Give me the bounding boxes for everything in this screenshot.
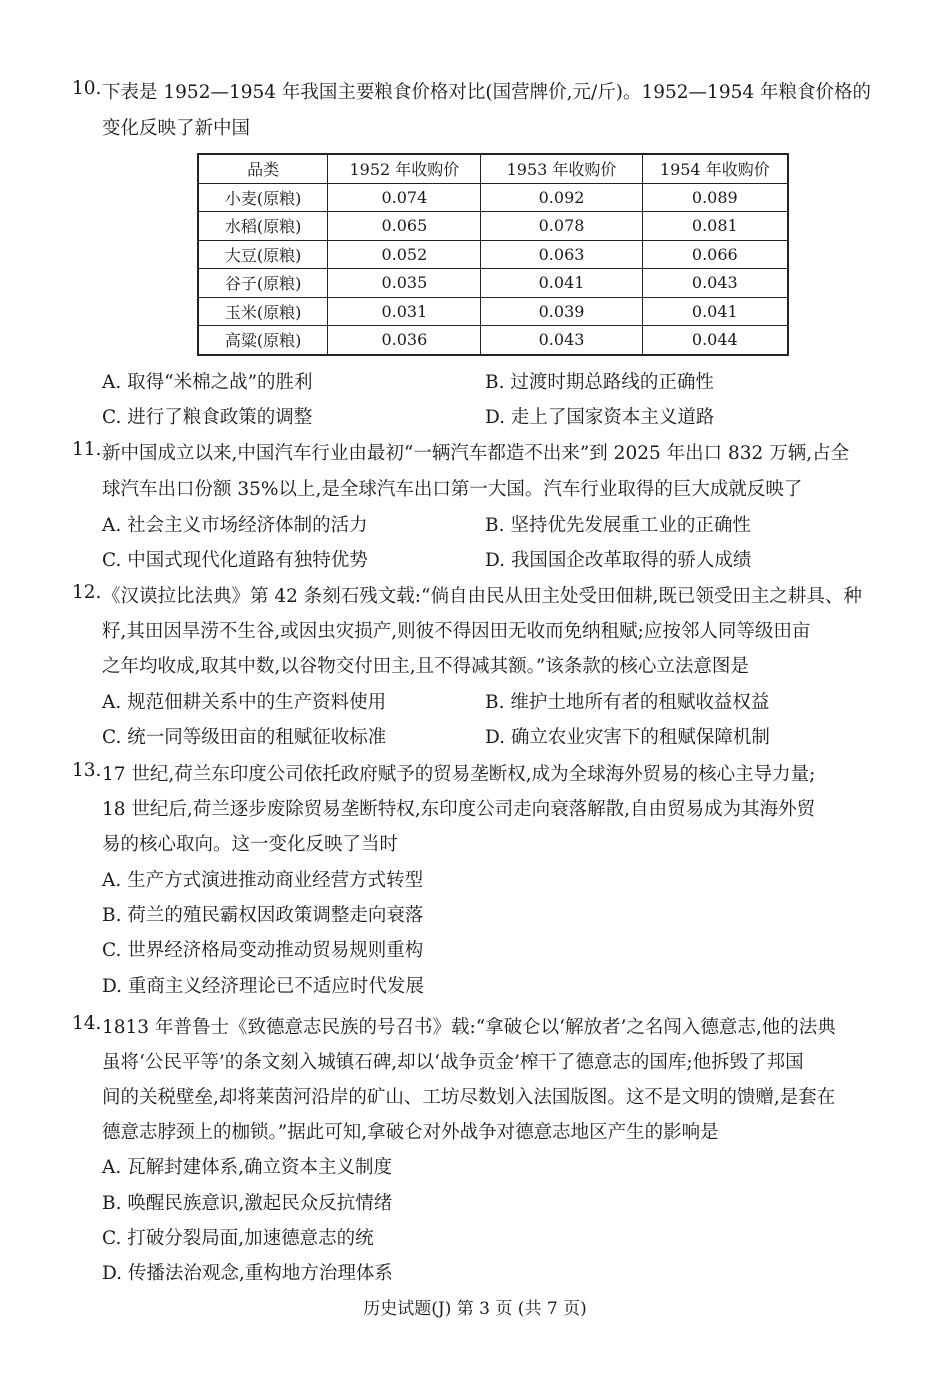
cell-1953: 0.092 (481, 183, 642, 212)
question-10-stem-line-2: 变化反映了新中国 (102, 118, 251, 139)
question-11-stem-line-2: 球汽车出口份额 35%以上,是全球汽车出口第一大国。汽车行业取得的巨大成就反映了 (102, 479, 803, 500)
table-row (198, 297, 788, 326)
q12-option-a: A. 规范佃耕关系中的生产资料使用 (102, 692, 387, 713)
q14-option-b: B. 唤醒民族意识,激起民众反抗情绪 (102, 1193, 393, 1214)
question-12-number: 12. (72, 582, 102, 603)
cell-1952: 0.052 (328, 240, 481, 269)
cell-1953: 0.039 (481, 297, 642, 326)
q14-option-a: A. 瓦解封建体系,确立资本主义制度 (102, 1157, 393, 1178)
question-12-stem-line-2: 籽,其田因旱涝不生谷,或因虫灾损产,则彼不得因田无收而免纳租赋;应按邻人同等级田亩 (102, 621, 811, 642)
cell-1954: 0.041 (642, 297, 788, 326)
question-10-number: 10. (72, 78, 102, 99)
q10-option-a: A. 取得“米棉之战”的胜利 (102, 372, 313, 393)
cell-category: 玉米(原粮) (198, 297, 328, 326)
q11-option-d: D. 我国国企改革取得的骄人成绩 (485, 550, 752, 571)
header-category: 品类 (198, 154, 328, 183)
question-11-stem-line-1: 新中国成立以来,中国汽车行业由最初“一辆汽车都造不出来”到 2025 年出口 832 万辆,占全 (102, 443, 850, 464)
question-13-stem-line-1: 17 世纪,荷兰东印度公司依托政府赋予的贸易垄断权,成为全球海外贸易的核心主导力量; (102, 764, 816, 785)
question-12-stem-line-1: 《汉谟拉比法典》第 42 条刻石残文载:“倘自由民从田主处受田佃耕,既已领受田主之耕具、种 (102, 586, 862, 607)
q11-option-a: A. 社会主义市场经济体制的活力 (102, 515, 368, 536)
header-1954: 1954 年收购价 (642, 154, 788, 183)
q12-option-b: B. 维护土地所有者的租赋收益权益 (485, 692, 770, 713)
question-14-stem-line-4: 德意志脖颈上的枷锁。”据此可知,拿破仑对外战争对德意志地区产生的影响是 (102, 1122, 719, 1143)
table-row (198, 183, 788, 212)
q13-option-b: B. 荷兰的殖民霸权因政策调整走向衰落 (102, 905, 424, 926)
question-13-number: 13. (72, 760, 102, 781)
cell-category: 谷子(原粮) (198, 269, 328, 298)
cell-1952: 0.074 (328, 183, 481, 212)
table-row (198, 269, 788, 298)
cell-1954: 0.066 (642, 240, 788, 269)
question-13-stem-line-2: 18 世纪后,荷兰逐步废除贸易垄断特权,东印度公司走向衰落解散,自由贸易成为其海外贸 (102, 799, 816, 820)
q13-option-d: D. 重商主义经济理论已不适应时代发展 (102, 976, 424, 997)
q12-option-c: C. 统一同等级田亩的租赋征收标准 (102, 727, 387, 748)
q11-option-c: C. 中国式现代化道路有独特优势 (102, 550, 368, 571)
q13-option-c: C. 世界经济格局变动推动贸易规则重构 (102, 940, 424, 961)
cell-category: 水稻(原粮) (198, 212, 328, 241)
table-row (198, 326, 788, 355)
cell-category: 大豆(原粮) (198, 240, 328, 269)
question-10-stem-line-1: 下表是 1952—1954 年我国主要粮食价格对比(国营牌价,元/斤)。1952—1954 年粮食价格的 (102, 82, 872, 103)
question-12-stem-line-3: 之年均收成,取其中数,以谷物交付田主,且不得减其额。”该条款的核心立法意图是 (102, 656, 749, 677)
header-1952: 1952 年收购价 (328, 154, 481, 183)
q12-option-d: D. 确立农业灾害下的租赋保障机制 (485, 727, 770, 748)
q10-option-b: B. 过渡时期总路线的正确性 (485, 372, 714, 393)
table-header-row (198, 154, 788, 183)
cell-1952: 0.065 (328, 212, 481, 241)
cell-1952: 0.035 (328, 269, 481, 298)
q13-option-a: A. 生产方式演进推动商业经营方式转型 (102, 870, 424, 891)
question-13-stem-line-3: 易的核心取向。这一变化反映了当时 (102, 834, 399, 855)
cell-1954: 0.081 (642, 212, 788, 241)
cell-1952: 0.036 (328, 326, 481, 355)
cell-1954: 0.089 (642, 183, 788, 212)
q11-option-b: B. 坚持优先发展重工业的正确性 (485, 515, 751, 536)
cell-1953: 0.041 (481, 269, 642, 298)
question-14-stem-line-2: 虽将‘公民平等’的条文刻入城镇石碑,却以‘战争贡金’榨干了德意志的国库;他拆毁了邦国 (102, 1052, 804, 1073)
table-row (198, 212, 788, 241)
question-11-number: 11. (72, 439, 102, 460)
cell-1953: 0.043 (481, 326, 642, 355)
cell-1952: 0.031 (328, 297, 481, 326)
q14-option-d: D. 传播法治观念,重构地方治理体系 (102, 1263, 393, 1284)
q14-option-c: C. 打破分裂局面,加速德意志的统 (102, 1228, 374, 1249)
grain-price-table (197, 153, 789, 356)
cell-category: 小麦(原粮) (198, 183, 328, 212)
cell-1953: 0.078 (481, 212, 642, 241)
question-14-stem-line-3: 间的关税壁垒,却将莱茵河沿岸的矿山、工坊尽数划入法国版图。这不是文明的馈赠,是套在 (102, 1087, 836, 1108)
cell-1954: 0.043 (642, 269, 788, 298)
cell-1954: 0.044 (642, 326, 788, 355)
header-1953: 1953 年收购价 (481, 154, 642, 183)
page-footer: 历史试题(J) 第 3 页 (共 7 页) (363, 1299, 587, 1319)
question-14-number: 14. (72, 1013, 102, 1034)
question-14-stem-line-1: 1813 年普鲁士《致德意志民族的号召书》载:“拿破仑以‘解放者’之名闯入德意志,他的法典 (102, 1017, 836, 1038)
cell-category: 高粱(原粮) (198, 326, 328, 355)
cell-1953: 0.063 (481, 240, 642, 269)
q10-option-d: D. 走上了国家资本主义道路 (485, 407, 715, 428)
q10-option-c: C. 进行了粮食政策的调整 (102, 407, 313, 428)
table-row (198, 240, 788, 269)
